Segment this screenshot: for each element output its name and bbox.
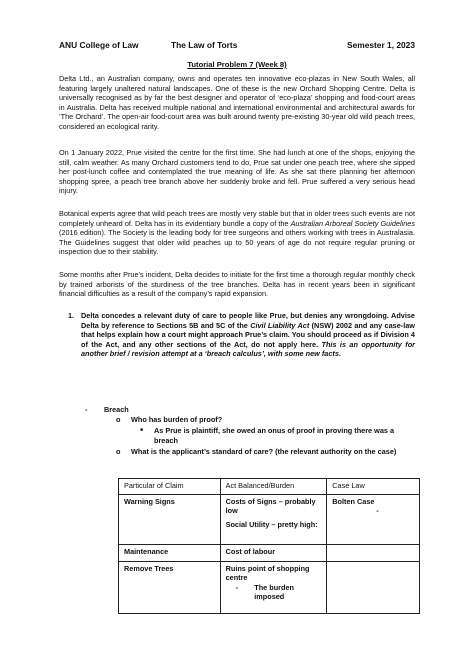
guidelines-title: Australian Arboreal Society Guidelines <box>290 218 415 228</box>
question-text-a: Delta concedes a relevant duty of care to people like Prue, but denies any wrongdoing. Advise Delta by reference to Sections 5B and 5C of the <box>81 311 415 330</box>
question-text-c: (NSW) 2002 and any case-law that helps explain how a court might approach Prue’s claim. You should proceed as if Division 4 of the Act, and any other sections of the Act, do not apply here. <box>81 320 415 349</box>
outline-breach: Breach <box>104 405 129 414</box>
semester-label: Semester 1, 2023 <box>347 40 415 50</box>
outline-bullet-2: o <box>116 447 121 456</box>
page-header <box>59 41 415 52</box>
act-title: Civil Liability Act <box>250 320 310 330</box>
caselaw-text: Bolten Case <box>332 496 375 506</box>
burden-sub-text: The burden imposed <box>254 582 294 602</box>
question-number: 1. <box>68 311 75 320</box>
question-text-e: . <box>338 349 341 359</box>
paragraph-aftermath: Some months after Prue’s incident, Delta decides to initiate for the first time a thorough regular monthly check by trained arborists of the sturdiness of the tree branches. Delta has in recent years been in significant financial difficulties as a result of the company’s rapid expansion. <box>59 270 415 299</box>
burden-line: Ruins point of shopping centre <box>225 563 310 583</box>
claim-cell: Maintenance <box>119 544 221 561</box>
table-header-row <box>119 479 420 495</box>
table-row <box>119 544 420 561</box>
paragraph-experts-text-a: Botanical experts agree that wild peach trees are mostly very stable but that in older trees such events are not completely unheard of. Delta has in its evidentiary bundle a copy of the <box>59 209 415 228</box>
page-title: Tutorial Problem 7 (Week 8) <box>187 60 287 69</box>
burden-cell <box>220 494 327 544</box>
outline-bullet-1: o <box>116 415 121 424</box>
paragraph-incident: On 1 January 2022, Prue visited the centre for the first time. She had lunch at one of the shops, enjoying the still, calm weather. As many Orchard customers tend to do, Prue sat under one peach tree, where she sipped her post-lunch coffee and contemplated the true meaning of life. As she sat there planning her afternoon shopping spree, a peach tree branch above her suddenly broke and fell. Prue suffered a very serious head injury. <box>59 148 415 196</box>
table-header-burden: Act Balanced/Burden <box>220 479 327 495</box>
burden-sub-dash: - <box>235 582 239 592</box>
outline-question-burden: Who has burden of proof? <box>131 415 223 424</box>
paragraph-background: Delta Ltd., an Australian company, owns and operates ten innovative eco-plazas in New South Wales, all featuring largely unaltered natural landscapes. One of these is the new Orchard Shopping Centre. Delta is universally recognised as by far the best designer and operator of ‘eco-plaza’ shopping and food-court areas in Australia. Delta has received multiple national and international environmental and architectural awards for ‘The Orchard’. The open-air food-court area was built around twenty pre-existing 30-year old wild peach trees, considered an ecological rarity. <box>59 74 415 131</box>
caselaw-dash: - <box>376 506 379 516</box>
question-1 <box>68 311 415 359</box>
burden-line: Social Utility – pretty high: <box>225 519 318 529</box>
burden-line: Costs of Signs – probably low <box>225 496 316 516</box>
subject-name: The Law of Torts <box>171 40 238 50</box>
burden-subitem <box>226 583 322 602</box>
caselaw-cell <box>327 544 420 561</box>
claim-cell: Remove Trees <box>119 561 221 613</box>
question-body <box>76 311 415 359</box>
outline-question-standard: What is the applicant’s standard of care? (the relevant authority on the case) <box>131 447 397 456</box>
burden-cell <box>220 561 327 613</box>
course-name: ANU College of Law <box>59 40 139 50</box>
caselaw-cell <box>327 494 420 544</box>
claims-table <box>118 478 420 614</box>
paragraph-experts <box>59 209 415 257</box>
paragraph-experts-text-b: (2016 edition). The Society is the leading body for tree surgeons and others working with trees in Australasia. The Guidelines suggest that older wild peaches up to 50 years of age do not require regular pruning or inspection due to their stability. <box>59 228 415 257</box>
outline-answer-line1: As Prue is plaintiff, she owed an onus of proof in proving there was a <box>154 426 395 435</box>
table-header-claim: Particular of Claim <box>119 479 221 495</box>
outline-square-bullet: ■ <box>140 427 144 433</box>
caselaw-cell <box>327 561 420 613</box>
burden-cell: Cost of labour <box>220 544 327 561</box>
question-note: This is an opportunity for another brief / revision attempt at a ‘breach calculus’, with some new facts <box>81 339 415 359</box>
table-header-caselaw: Case Law <box>327 479 420 495</box>
table-row <box>119 494 420 544</box>
table-row <box>119 561 420 613</box>
claim-cell: Warning Signs <box>119 494 221 544</box>
outline-dash: - <box>85 405 88 414</box>
outline-answer-line2: breach <box>154 436 178 445</box>
